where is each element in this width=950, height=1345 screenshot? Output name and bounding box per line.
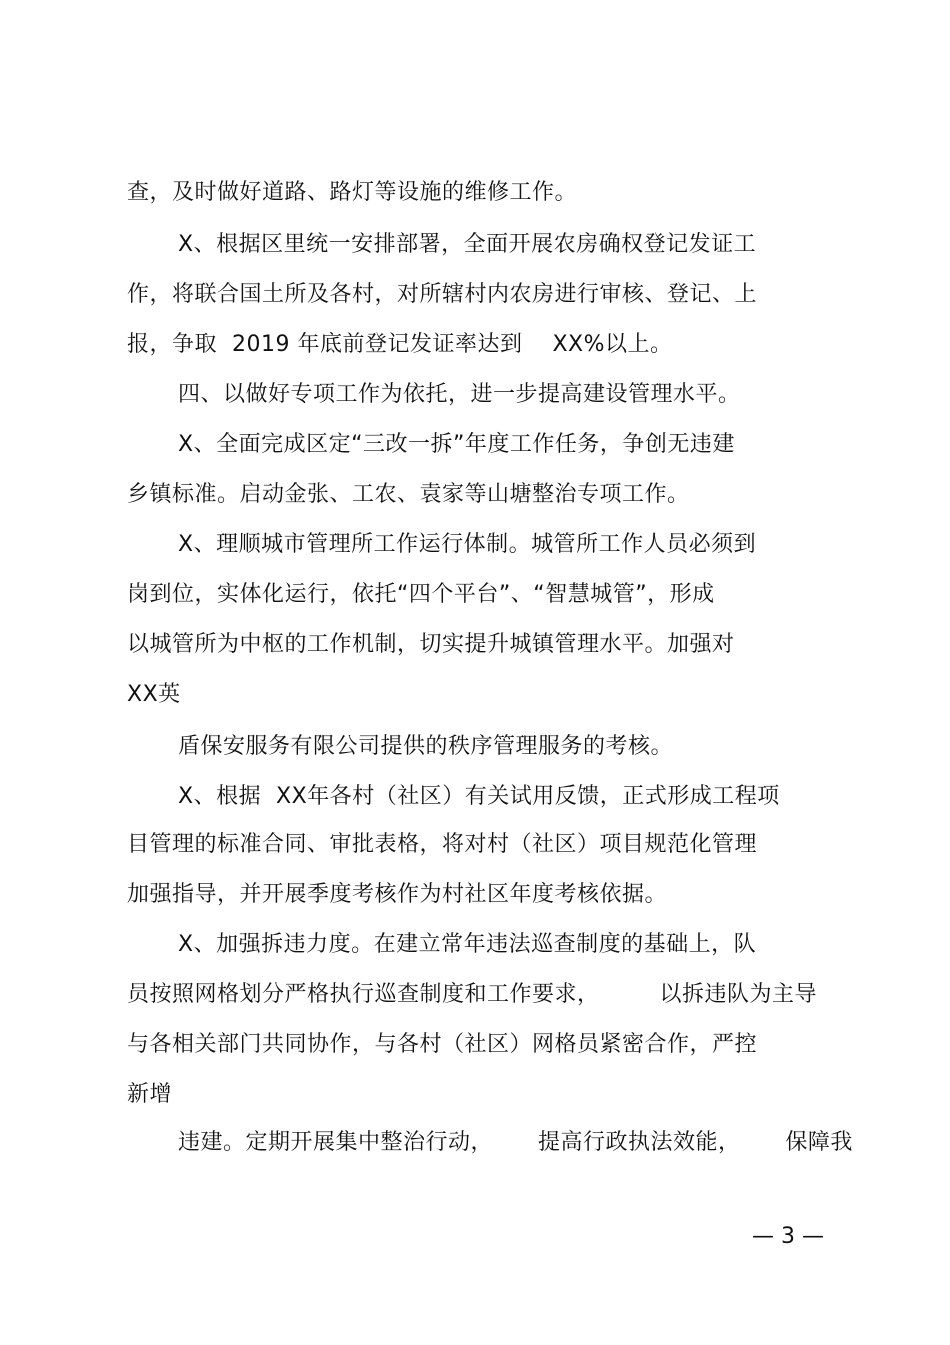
page-number: — 3 — (752, 1224, 824, 1249)
text-line-11: XX英 (127, 682, 181, 707)
text-line-6: X、全面完成区定“三改一拆”年度工作任务，争创无违建 (178, 432, 735, 457)
text-line-12: 盾保安服务有限公司提供的秩序管理服务的考核。 (178, 734, 674, 759)
text-line-1: 查，及时做好道路、路灯等设施的维修工作。 (127, 180, 578, 205)
text-line-7: 乡镇标准。启动金张、工农、袁家等山塘整治专项工作。 (127, 482, 690, 507)
text-line-8: X、理顺城市管理所工作运行体制。城管所工作人员必须到 (178, 532, 757, 557)
text-line-14: 目管理的标准合同、审批表格，将对村（社区）项目规范化管理 (127, 832, 758, 857)
text-line-13: X、根据 XX年各村（社区）有关试用反馈，正式形成工程项 (178, 784, 780, 809)
section-heading-4: 四、以做好专项工作为依托，进一步提高建设管理水平。 (178, 382, 741, 407)
text-line-10: 以城管所为中枢的工作机制，切实提升城镇管理水平。加强对 (127, 632, 735, 657)
text-line-3: 作，将联合国土所及各村，对所辖村内农房进行审核、登记、上 (127, 282, 758, 307)
text-line-16: X、加强拆违力度。在建立常年违法巡查制度的基础上，队 (178, 932, 757, 957)
text-line-15: 加强指导，并开展季度考核作为村社区年度考核依据。 (127, 882, 668, 907)
text-line-17: 员按照网格划分严格执行巡查制度和工作要求， 以拆违队为主导 (127, 982, 817, 1007)
text-line-4: 报，争取 2019 年底前登记发证率达到 XX%以上。 (127, 332, 673, 357)
text-line-18: 与各相关部门共同协作，与各村（社区）网格员紧密合作，严控 (127, 1032, 758, 1057)
text-line-2: X、根据区里统一安排部署，全面开展农房确权登记发证工 (178, 232, 757, 257)
text-line-9: 岗到位，实体化运行，依托“四个平台”、“智慧城管”，形成 (127, 582, 715, 607)
text-line-20: 违建。定期开展集中整治行动， 提高行政执法效能， 保障我 (178, 1130, 853, 1155)
text-line-19: 新增 (127, 1082, 173, 1107)
